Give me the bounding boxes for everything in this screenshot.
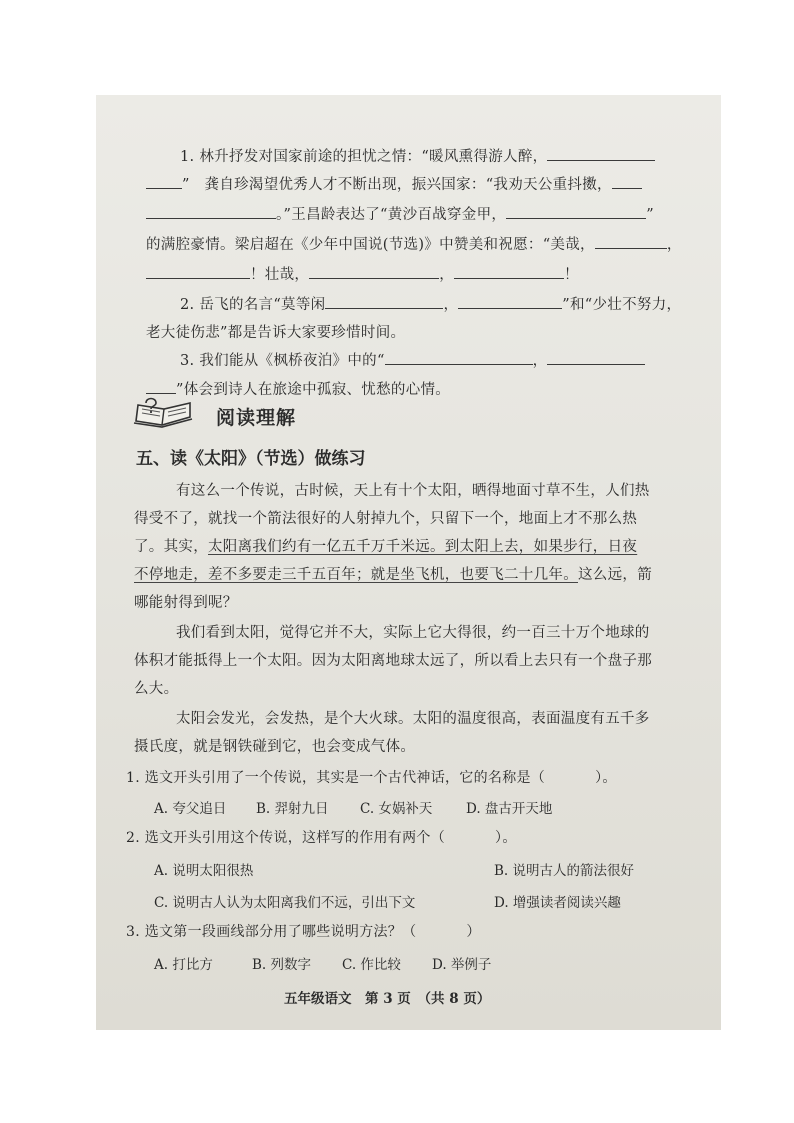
q2-text-a: 2. 岳飞的名言“莫等闲 — [180, 297, 326, 313]
answer-blank[interactable] — [458, 294, 562, 309]
option-b[interactable]: B. 说明古人的箭法很好 — [494, 863, 635, 879]
q1-text-b: ” 龚自珍渴望优秀人才不断出现，振兴国家：“我劝天公重抖擞， — [182, 177, 612, 193]
passage-line: 体积才能抵得上一个太阳。因为太阳离地球太远了，所以看上去只有一个盘子那 — [134, 653, 652, 669]
option-c[interactable]: C. 作比较 — [342, 957, 401, 973]
answer-blank[interactable] — [146, 379, 176, 394]
q2-line-1: 2. 岳飞的名言“莫等闲 ， ”和“少壮不努力， — [180, 293, 681, 314]
question-3-stem: 3. 选文第一段画线部分用了哪些说明方法？（ ） — [126, 924, 481, 940]
page-footer — [284, 987, 490, 1007]
q1-line-5: ！壮哉， ， ！ — [146, 263, 579, 284]
option-d[interactable]: D. 举例子 — [432, 957, 492, 973]
answer-blank[interactable] — [146, 204, 276, 219]
answer-blank[interactable] — [506, 204, 646, 219]
passage-line: 有这么一个传说，古时候，天上有十个太阳，晒得地面寸草不生，人们热 — [176, 483, 650, 499]
footer-subject: 五年级语文 — [284, 991, 352, 1007]
answer-blank[interactable] — [325, 294, 443, 309]
underlined-text: 太阳离我们约有一亿五千万千米远。到太阳上去，如果步行，日夜 — [208, 539, 638, 555]
option-a[interactable]: A. 说明太阳很热 — [154, 863, 254, 879]
passage-line: 么大。 — [134, 681, 179, 697]
option-a[interactable]: A. 夸父追日 — [154, 801, 227, 817]
q1-line-2 — [146, 173, 642, 194]
passage-line: 摄氏度，就是钢铁碰到它，也会变成气体。 — [134, 739, 416, 755]
option-a[interactable]: A. 打比方 — [154, 957, 213, 973]
footer-total-pages: （共 8 页） — [424, 991, 491, 1007]
q2-text-b: 老大徒伤悲”都是告诉大家要珍惜时间。 — [146, 325, 406, 341]
q1-line-3: 。”王昌龄表达了“黄沙百战穿金甲， ” — [146, 203, 654, 224]
q1-text-a: 1. 林升抒发对国家前途的担忧之情：“暖风熏得游人醉， — [180, 149, 548, 165]
section-title: 阅读理解 — [216, 407, 297, 429]
option-b[interactable]: B. 列数字 — [252, 957, 312, 973]
answer-blank[interactable] — [595, 234, 667, 249]
q2-line-2 — [146, 321, 405, 342]
q1-line-4: 的满腔豪情。梁启超在《少年中国说(节选)》中赞美和祝愿：“美哉， ， — [146, 233, 682, 254]
answer-blank[interactable] — [385, 350, 533, 365]
q3-text-b: ”体会到诗人在旅途中孤寂、忧愁的心情。 — [176, 382, 451, 398]
answer-blank[interactable] — [309, 264, 439, 279]
exam-page — [96, 95, 721, 1030]
q3-text-a: 3. 我们能从《枫桥夜泊》中的“ — [180, 353, 385, 369]
passage-line: 了。其实，太阳离我们约有一亿五千万千米远。到太阳上去，如果步行，日夜 — [134, 539, 638, 555]
option-c[interactable]: C. 女娲补天 — [360, 801, 433, 817]
question-1-stem: 1. 选文开头引用了一个传说，其实是一个古代神话，它的名称是（ ）。 — [126, 770, 617, 786]
answer-blank[interactable] — [547, 146, 655, 161]
passage-line: 哪能射得到呢？ — [134, 595, 238, 611]
question-2-stem: 2. 选文开头引用这个传说，这样写的作用有两个（ ）。 — [126, 830, 517, 846]
section-five-title: 五、读《太阳》（节选）做练习 — [136, 449, 366, 469]
passage-line: 我们看到太阳，觉得它并不大，实际上它大得很，约一百三十万个地球的 — [176, 625, 650, 641]
book-icon — [132, 395, 196, 429]
q3-line-1: 3. 我们能从《枫桥夜泊》中的“ ， — [180, 349, 645, 370]
option-c[interactable]: C. 说明古人认为太阳离我们不远，引出下文 — [154, 895, 416, 911]
option-b[interactable]: B. 羿射九日 — [256, 801, 329, 817]
answer-blank[interactable] — [547, 350, 645, 365]
passage-line: 不停地走，差不多要走三千五百年；就是坐飞机，也要飞二十几年。这么远，箭 — [134, 567, 652, 583]
answer-blank[interactable] — [146, 174, 182, 189]
underlined-text: 不停地走，差不多要走三千五百年；就是坐飞机，也要飞二十几年。 — [134, 567, 578, 583]
q1-text-d: 的满腔豪情。梁启超在《少年中国说(节选)》中赞美和祝愿：“美哉， — [146, 237, 595, 253]
passage-line: 太阳会发光，会发热，是个大火球。太阳的温度很高，表面温度有五千多 — [176, 711, 650, 727]
passage-line: 得受不了，就找一个箭法很好的人射掉九个，只留下一个，地面上才不那么热 — [134, 511, 638, 527]
answer-blank[interactable] — [612, 174, 642, 189]
footer-page-number: 第 3 页 — [365, 991, 411, 1007]
q1-text-c: 。”王昌龄表达了“黄沙百战穿金甲， — [276, 207, 507, 223]
q1-line-1 — [180, 145, 655, 166]
option-d[interactable]: D. 盘古开天地 — [466, 801, 553, 817]
answer-blank[interactable] — [146, 264, 250, 279]
option-d[interactable]: D. 增强读者阅读兴趣 — [494, 895, 621, 911]
answer-blank[interactable] — [454, 264, 564, 279]
